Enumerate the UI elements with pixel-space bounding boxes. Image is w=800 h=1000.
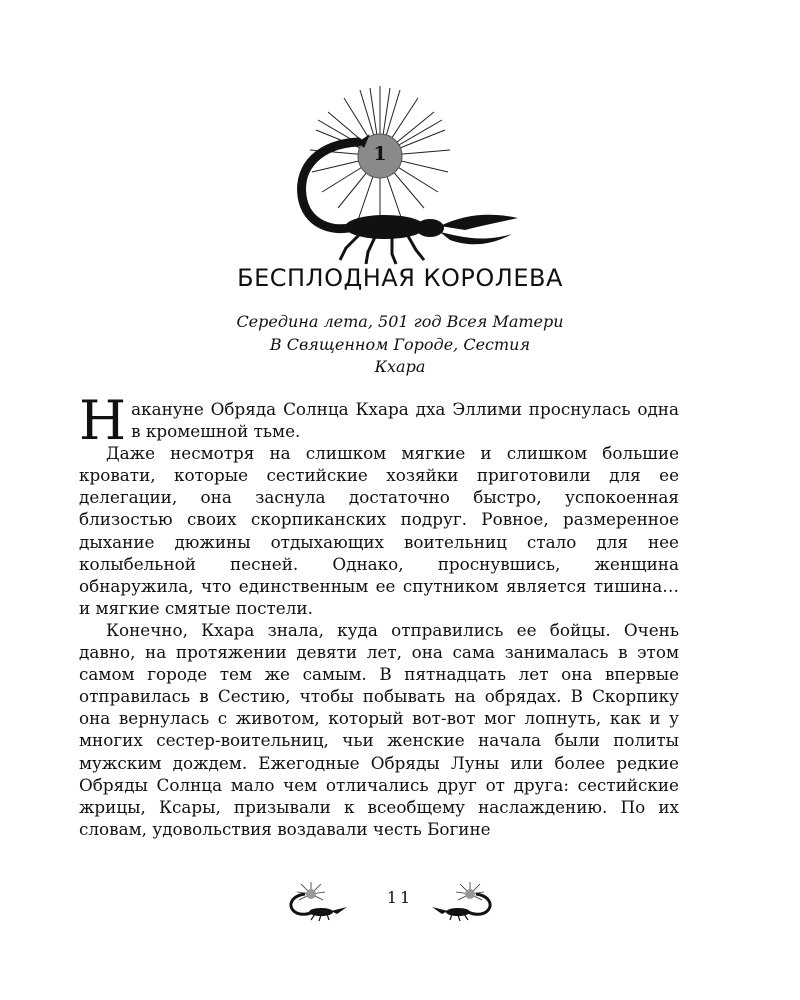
paragraph <box>79 389 679 452</box>
chapter-subtitle-character: Кхара <box>374 357 426 376</box>
chapter-body <box>79 389 679 840</box>
paragraph-text: акануне Обряда Солнца Кхара дха Эллими проснулась одна в кромешной тьме. <box>131 399 679 442</box>
chapter-subtitle-place: В Священном Городе, Сестия <box>269 335 531 354</box>
paragraph: Даже несмотря на слишком мягкие и слишком большие кровати, которые сестийские хозяйки приготовили для ее делегации, она заснула достаточно быстро, успокоенная близостью своих скорпиканских подруг. Ровное, размеренное дыхание дюжины отдыхающих воительниц стало для нее колыбельной песней. Однако, проснувшись, женщина обнаружила, что единственным ее спутником является тишина… и мягкие смятые постели. <box>79 443 679 618</box>
small-scorpion-sun-icon <box>430 880 500 922</box>
chapter-title: БЕСПЛОДНАЯ КОРОЛЕВА <box>237 264 563 292</box>
chapter-number: 1 <box>373 143 387 165</box>
scorpion-sun-icon <box>280 84 530 274</box>
paragraph: Конечно, Кхара знала, куда отправились ее бойцы. Очень давно, на протяжении девяти лет, она сама занималась в этом самом городе тем же самым. В пятнадцать лет она впервые отправилась в Сестию, чтобы побывать на обрядах. В Скорпику она вернулась с животом, который вот-вот мог лопнуть, как и у многих сестер-воительниц, чьи женские начала были политы мужским дождем. Ежегодные Обряды Луны или более редкие Обряды Солнца мало чем отличались друг от друга: сестийские жрицы, Ксары, призывали к всеобщему наслаждению. По их словам, удовольствия воздавали честь Богине <box>79 619 679 839</box>
chapter-subtitle-date: Середина лета, 501 год Всея Матери <box>236 312 564 331</box>
page-number: 11 <box>386 888 414 907</box>
drop-cap: Н <box>79 389 127 452</box>
